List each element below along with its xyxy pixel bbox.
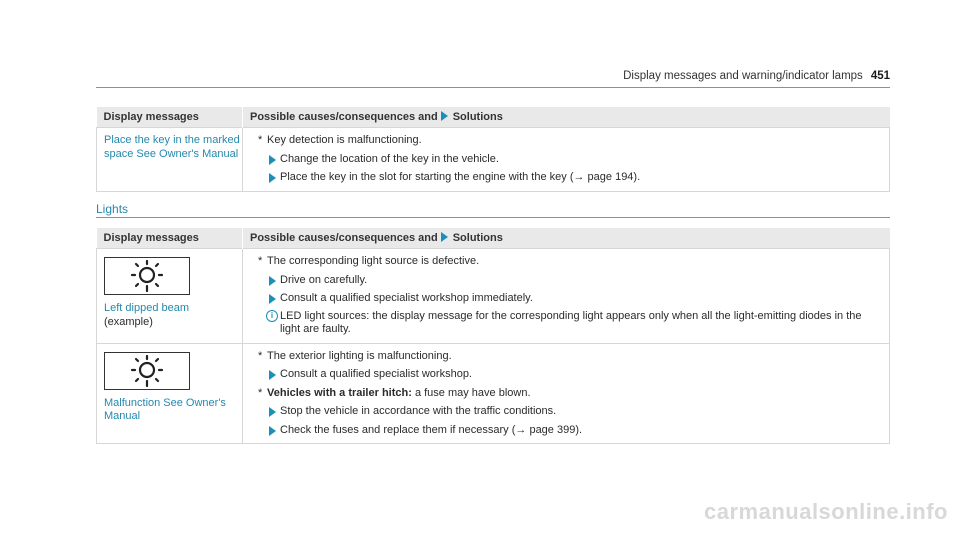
- message-cell: [97, 343, 243, 444]
- cause-text: Key detection is malfunctioning.: [267, 134, 422, 146]
- arrow-bullet-icon: [441, 232, 448, 242]
- arrow-bullet-icon: [269, 407, 276, 417]
- cause-text: The exterior lighting is malfunctioning.: [267, 349, 452, 362]
- col-header-solutions-text: Solutions: [452, 232, 503, 244]
- display-message-text: Left dipped beam: [104, 302, 190, 314]
- section-title-lights: Lights: [96, 202, 129, 216]
- lamp-warning-icon: [104, 257, 190, 295]
- display-message-suffix: (example): [104, 315, 153, 328]
- step-text: Consult a qualified specialist workshop immediately.: [280, 292, 533, 304]
- lamp-warning-icon-graphic: [105, 258, 189, 294]
- lamp-warning-icon-graphic: [105, 353, 189, 389]
- arrow-bullet-icon: [269, 276, 276, 286]
- table-row: [97, 343, 890, 444]
- solution-step: [250, 292, 882, 306]
- lamp-warning-icon: [104, 352, 190, 390]
- arrow-bullet-icon: [269, 173, 276, 183]
- col-header-solutions-text: Solutions: [452, 111, 503, 123]
- solution-step: [250, 171, 882, 185]
- step-text: Drive on carefully.: [280, 273, 368, 286]
- cause-text: a fuse may have blown.: [411, 386, 531, 399]
- header-rule: [96, 87, 890, 88]
- col-header-causes: [243, 107, 890, 128]
- col-header-causes-text: Possible causes/consequences and: [250, 232, 438, 244]
- cause-line: * The exterior lighting is malfunctioning.: [258, 349, 452, 362]
- table-row: [97, 128, 890, 192]
- page-header: [96, 66, 890, 88]
- step-text: Consult a qualified specialist workshop.: [280, 368, 472, 380]
- table-row: [97, 249, 890, 344]
- solution-step: [250, 424, 882, 438]
- section-rule: [96, 217, 890, 218]
- info-icon: i: [266, 310, 278, 322]
- col-header-causes-text: Possible causes/consequences and: [250, 111, 438, 123]
- solution-step: [250, 153, 882, 167]
- solution-cell: [243, 128, 890, 192]
- arrow-bullet-icon: [269, 155, 276, 165]
- solution-step: [250, 368, 882, 382]
- display-messages-table-lights: [96, 228, 890, 444]
- solution-step: [250, 405, 882, 419]
- watermark: carmanualsonline.info: [704, 499, 948, 524]
- step-text: Change the location of the key in the vehicle.: [280, 152, 499, 165]
- step-text: Check the fuses and replace them if necessary (→ page 399).: [280, 423, 583, 436]
- arrow-bullet-icon: [269, 370, 276, 380]
- table-header-row: [97, 228, 890, 249]
- arrow-bullet-icon: [269, 294, 276, 304]
- info-text: LED light sources: the display message for the corresponding light appears only when all the light-emitting diodes in the light are faulty.: [280, 309, 862, 335]
- arrow-bullet-icon: [269, 426, 276, 436]
- message-cell: [97, 128, 243, 192]
- cause-bold-text: Vehicles with a trailer hitch:: [267, 386, 412, 399]
- solution-step: [250, 274, 882, 288]
- col-header-display-messages: Display messages: [97, 228, 243, 249]
- cause-text: The corresponding light source is defective.: [267, 255, 480, 267]
- cause-line: * Vehicles with a trailer hitch: a fuse may have blown.: [258, 386, 531, 399]
- step-text: Place the key in the slot for starting the engine with the key (→ page 194).: [280, 171, 641, 183]
- col-header-causes: [243, 228, 890, 249]
- cause-line: * Key detection is malfunctioning.: [258, 134, 422, 146]
- cause-line: * The corresponding light source is defective.: [258, 255, 480, 267]
- display-message-text: Place the key in the marked space See Owner's Manual: [104, 134, 240, 160]
- arrow-bullet-icon: [441, 111, 448, 121]
- display-messages-table-keys: [96, 107, 890, 192]
- header-text: [623, 70, 890, 82]
- solution-cell: [243, 343, 890, 444]
- solution-cell: [243, 249, 890, 344]
- table-header-row: [97, 107, 890, 128]
- step-text: Stop the vehicle in accordance with the traffic conditions.: [280, 405, 557, 417]
- col-header-display-messages: Display messages: [97, 107, 243, 128]
- message-cell: [97, 249, 243, 344]
- header-title: Display messages and warning/indicator lamps: [623, 70, 863, 82]
- page-number: 451: [870, 70, 890, 82]
- display-message-text: Malfunction See Owner's Manual: [104, 396, 226, 422]
- info-note: [250, 310, 882, 337]
